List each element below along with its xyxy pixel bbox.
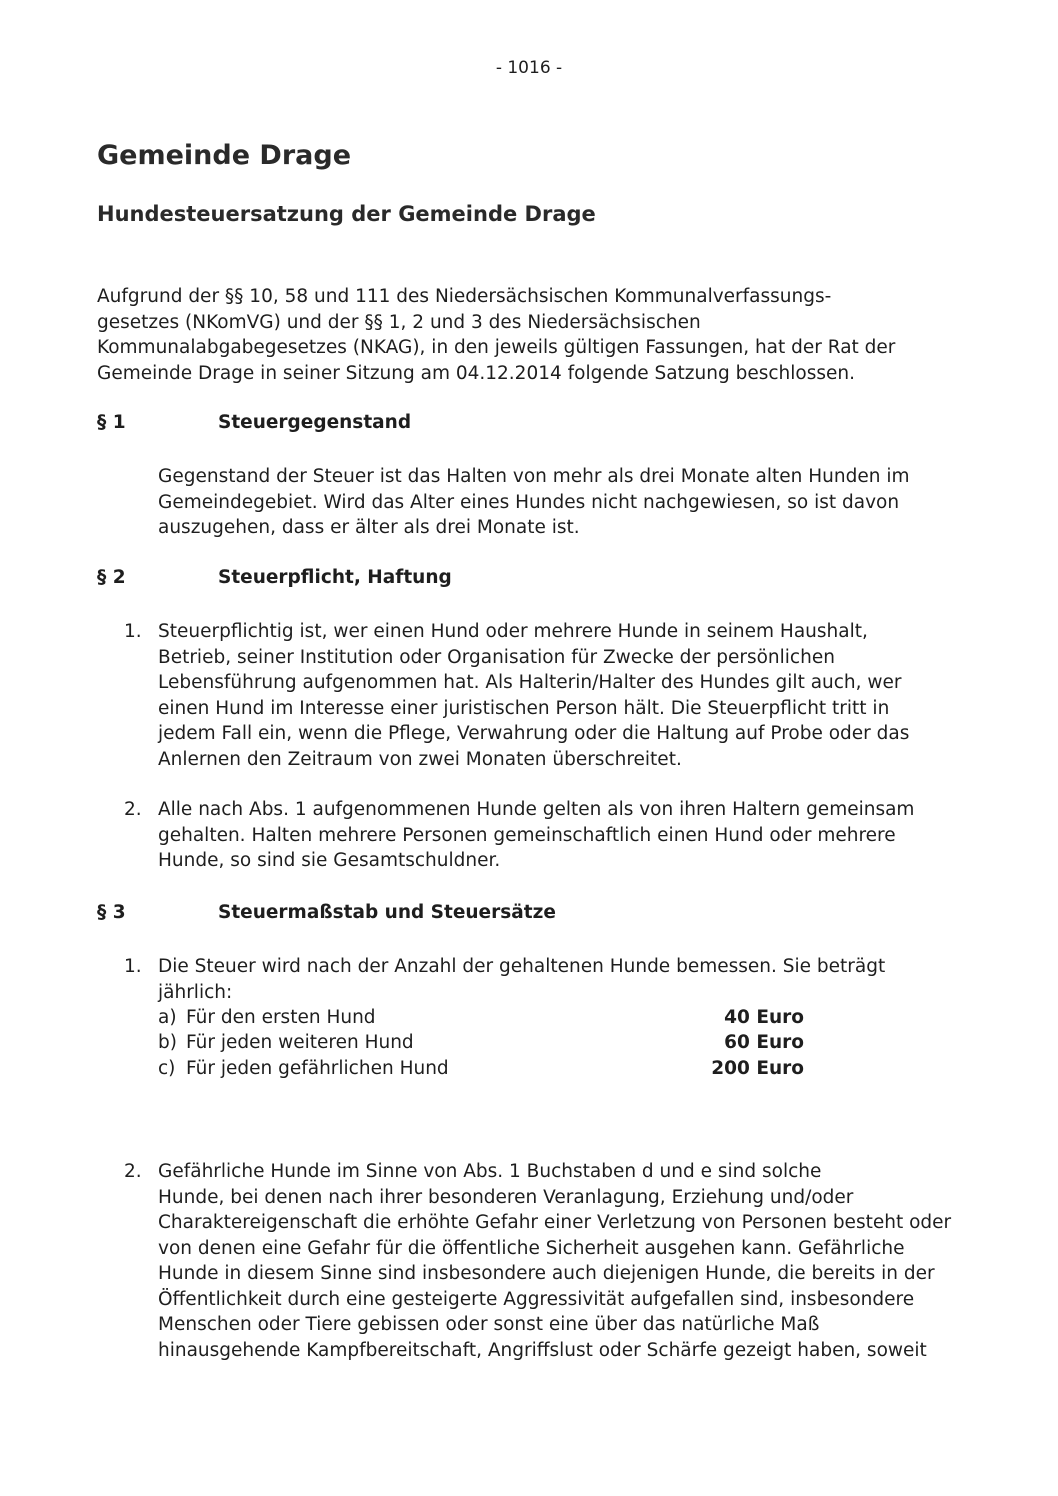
paragraph-line: jährlich: [158,981,233,1003]
paragraph-line: Hunde, bei denen nach ihrer besonderen Veranlagung, Erziehung und/oder [158,1186,854,1208]
paragraph-line: Alle nach Abs. 1 aufgenommenen Hunde gelten als von ihren Haltern gemeinsam [158,799,915,820]
paragraph-line: Steuerpflichtig ist, wer einen Hund oder mehrere Hunde in seinem Haushalt, [158,621,868,642]
section-2-heading: Steuerpflicht, Haftung [218,567,452,588]
rate-label: Für jeden gefährlichen Hund [186,1058,449,1079]
paragraph-line: Öffentlichkeit durch eine gesteigerte Aggressivität aufgefallen sind, insbesondere [158,1288,915,1310]
rate-amount: 40 Euro [724,1007,804,1028]
section-3-heading: Steuermaßstab und Steuersätze [218,902,556,923]
paragraph-line: Betrieb, seiner Institution oder Organisation für Zwecke der persönlichen [158,646,835,668]
section-2-item-2 [158,797,914,874]
paragraph-line: Hunde, so sind sie Gesamtschuldner. [158,850,501,871]
rate-label: Für jeden weiteren Hund [186,1032,414,1053]
intro-line: gesetzes (NKomVG) und der §§ 1, 2 und 3 des Niedersächsischen [97,311,701,333]
paragraph-line: Charaktereigenschaft die erhöhte Gefahr einer Verletzung von Personen besteht oder [158,1212,952,1233]
intro-line: Kommunalabgabegesetzes (NKAG), in den jeweils gültigen Fassungen, hat der Rat der [97,337,896,358]
intro-line: Gemeinde Drage in seiner Sitzung am 04.12.2014 folgende Satzung beschlossen. [97,362,855,384]
rate-label: Für den ersten Hund [186,1007,376,1028]
section-1-number: § 1 [97,412,126,433]
rate-amount: 200 Euro [711,1058,804,1079]
document-title: Gemeinde Drage [97,140,352,171]
document-subtitle: Hundesteuersatzung der Gemeinde Drage [97,202,596,226]
paragraph-line: jedem Fall ein, wenn die Pflege, Verwahrung oder die Haltung auf Probe oder das [158,723,910,744]
intro-line: Aufgrund der §§ 10, 58 und 111 des Niedersächsischen Kommunalverfassungs- [97,286,832,307]
section-3-item-1 [158,954,885,1005]
list-item-number: 1. [124,621,142,642]
paragraph-line: Gefährliche Hunde im Sinne von Abs. 1 Buchstaben d und e sind solche [158,1161,822,1182]
list-item-number: 2. [124,1161,142,1182]
section-3-number: § 3 [97,902,126,923]
paragraph-line: von denen eine Gefahr für die öffentliche Sicherheit ausgehen kann. Gefährliche [158,1237,905,1259]
list-item-number: 2. [124,799,142,820]
paragraph-line: hinausgehende Kampfbereitschaft, Angriffslust oder Schärfe gezeigt haben, soweit [158,1339,927,1361]
paragraph-line: gehalten. Halten mehrere Personen gemeinschaftlich einen Hund oder mehrere [158,824,896,846]
paragraph-line: Die Steuer wird nach der Anzahl der gehaltenen Hunde bemessen. Sie beträgt [158,956,886,977]
paragraph-line: einen Hund im Interesse einer juristischen Person hält. Die Steuerpflicht tritt in [158,697,890,719]
rate-letter: b) [158,1032,177,1053]
section-2-item-1 [158,619,909,772]
rate-letter: a) [158,1007,177,1028]
paragraph-line: Menschen oder Tiere gebissen oder sonst eine über das natürliche Maß [158,1314,820,1335]
section-1-paragraph [158,464,910,541]
paragraph-line: Anlernen den Zeitraum von zwei Monaten überschreitet. [158,748,682,770]
intro-paragraph [97,284,895,386]
rate-amount: 60 Euro [724,1032,804,1053]
section-3-item-2 [158,1159,951,1363]
list-item-number: 1. [124,956,142,977]
rate-letter: c) [158,1058,176,1079]
paragraph-line: Lebensführung aufgenommen hat. Als Halterin/Halter des Hundes gilt auch, wer [158,672,902,693]
paragraph-line: Gegenstand der Steuer ist das Halten von mehr als drei Monate alten Hunden im [158,466,910,487]
section-2-number: § 2 [97,567,126,588]
paragraph-line: Hunde in diesem Sinne sind insbesondere auch diejenigen Hunde, die bereits in der [158,1263,935,1284]
page-number: - 1016 - [495,58,563,78]
paragraph-line: auszugehen, dass er älter als drei Monate ist. [158,517,580,538]
section-1-heading: Steuergegenstand [218,412,412,433]
paragraph-line: Gemeindegebiet. Wird das Alter eines Hundes nicht nachgewiesen, so ist davon [158,491,900,513]
